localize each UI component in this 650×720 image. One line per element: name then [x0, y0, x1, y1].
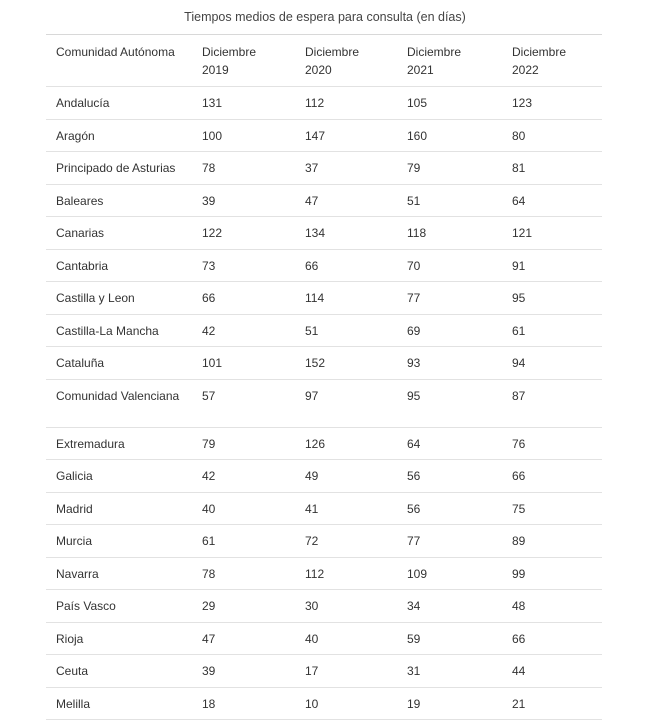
waiting-times-table: [46, 34, 602, 720]
value-2021-cell: 160: [407, 128, 428, 143]
region-cell: Extremadura: [56, 436, 125, 451]
table-row: [46, 217, 602, 250]
header-2021-year: 2021: [407, 63, 434, 77]
region-cell: Madrid: [56, 501, 93, 516]
value-2022-cell: 76: [512, 436, 526, 451]
value-2020-cell: 17: [305, 664, 319, 678]
value-2021-cell: 118: [407, 226, 427, 240]
value-2021-cell: 64: [407, 436, 421, 451]
table-row: [46, 655, 602, 688]
table-body: [46, 87, 602, 720]
table-row: [46, 282, 602, 315]
table-row: [46, 249, 602, 282]
value-2022-cell: 87: [512, 388, 526, 403]
header-2022-month: Diciembre: [512, 45, 567, 59]
table-row: [46, 184, 602, 217]
header-2020-month: Diciembre: [305, 45, 360, 59]
value-2019-cell: 29: [202, 599, 216, 613]
table-row: [46, 314, 602, 347]
value-2020-cell: 40: [305, 631, 319, 646]
value-2019-cell: 100: [202, 128, 223, 143]
value-2022-cell: 48: [512, 599, 526, 613]
value-2020-cell: 126: [305, 436, 326, 451]
header-2020: [295, 35, 397, 87]
value-2019-cell: 39: [202, 193, 216, 208]
region-cell: Aragón: [56, 128, 95, 143]
table-row: [46, 492, 602, 525]
value-2020-cell: 72: [305, 534, 319, 548]
table-row: [46, 460, 602, 493]
value-2019-cell: 40: [202, 501, 216, 516]
value-2020-cell: 134: [305, 226, 326, 240]
value-2021-cell: 19: [407, 696, 421, 711]
value-2019-cell: 78: [202, 566, 216, 581]
value-2019-cell: 57: [202, 388, 216, 403]
value-2022-cell: 80: [512, 128, 526, 143]
value-2019-cell: 79: [202, 436, 216, 451]
region-cell: Baleares: [56, 193, 104, 208]
value-2020-cell: 114: [305, 291, 325, 305]
header-2019: [192, 35, 295, 87]
value-2021-cell: 70: [407, 258, 421, 273]
value-2022-cell: 21: [512, 696, 526, 711]
value-2021-cell: 34: [407, 599, 421, 613]
value-2021-cell: 77: [407, 291, 421, 305]
header-2020-year: 2020: [305, 63, 332, 77]
value-2021-cell: 56: [407, 501, 421, 516]
value-2019-cell: 101: [202, 356, 223, 370]
table-row: [46, 119, 602, 152]
region-cell: Navarra: [56, 566, 99, 581]
table-row: [46, 347, 602, 380]
value-2020-cell: 112: [305, 96, 325, 110]
header-2022: [502, 35, 602, 87]
header-region-label: Comunidad Autónoma: [56, 45, 175, 59]
value-2021-cell: 59: [407, 631, 421, 646]
region-cell: Comunidad Valenciana: [56, 388, 180, 403]
value-2020-cell: 37: [305, 161, 319, 175]
header-2021-month: Diciembre: [407, 45, 462, 59]
region-cell: Murcia: [56, 534, 93, 548]
table-row: [46, 590, 602, 623]
value-2022-cell: 81: [512, 161, 526, 175]
value-2022-cell: 121: [512, 226, 533, 240]
value-2020-cell: 152: [305, 356, 326, 370]
value-2022-cell: 89: [512, 534, 526, 548]
value-2021-cell: 93: [407, 356, 421, 370]
value-2021-cell: 56: [407, 469, 421, 483]
header-region: [46, 35, 192, 87]
value-2022-cell: 66: [512, 631, 526, 646]
table-header: [46, 35, 602, 87]
region-cell: Melilla: [56, 696, 91, 711]
value-2020-cell: 66: [305, 258, 319, 273]
value-2021-cell: 105: [407, 96, 428, 110]
value-2019-cell: 47: [202, 631, 216, 646]
header-2019-month: Diciembre: [202, 45, 257, 59]
region-cell: Castilla y Leon: [56, 291, 135, 305]
value-2022-cell: 75: [512, 501, 526, 516]
header-row: [46, 35, 602, 87]
value-2022-cell: 44: [512, 664, 526, 678]
value-2019-cell: 122: [202, 226, 223, 240]
value-2022-cell: 95: [512, 291, 526, 305]
value-2021-cell: 51: [407, 193, 421, 208]
value-2021-cell: 79: [407, 161, 421, 175]
value-2020-cell: 30: [305, 599, 319, 613]
header-2022-year: 2022: [512, 63, 539, 77]
value-2022-cell: 123: [512, 96, 533, 110]
value-2019-cell: 73: [202, 258, 216, 273]
value-2019-cell: 42: [202, 469, 216, 483]
value-2019-cell: 39: [202, 664, 216, 678]
value-2021-cell: 31: [407, 664, 421, 678]
table-caption: Tiempos medios de espera para consulta (en días): [184, 10, 466, 24]
value-2021-cell: 69: [407, 323, 421, 338]
table-row: [46, 557, 602, 590]
value-2021-cell: 77: [407, 534, 421, 548]
value-2019-cell: 66: [202, 291, 216, 305]
value-2019-cell: 78: [202, 161, 216, 175]
region-cell: Rioja: [56, 631, 84, 646]
value-2022-cell: 66: [512, 469, 526, 483]
region-cell: País Vasco: [56, 599, 116, 613]
table-row: [46, 87, 602, 120]
table-row: [46, 152, 602, 185]
region-cell: Cataluña: [56, 356, 105, 370]
value-2020-cell: 41: [305, 501, 319, 516]
value-2020-cell: 10: [305, 696, 319, 711]
value-2022-cell: 61: [512, 323, 526, 338]
value-2020-cell: 49: [305, 469, 319, 483]
value-2022-cell: 94: [512, 356, 526, 370]
region-cell: Canarias: [56, 226, 105, 240]
header-2019-year: 2019: [202, 63, 229, 77]
value-2022-cell: 99: [512, 566, 526, 581]
region-cell: Castilla-La Mancha: [56, 323, 159, 338]
table-row: [46, 687, 602, 720]
value-2022-cell: 64: [512, 193, 526, 208]
value-2020-cell: 97: [305, 388, 319, 403]
value-2020-cell: 47: [305, 193, 319, 208]
value-2019-cell: 42: [202, 323, 216, 338]
value-2020-cell: 51: [305, 323, 319, 338]
table-row: [46, 525, 602, 558]
table-row: [46, 427, 602, 460]
value-2020-cell: 112: [305, 566, 325, 581]
value-2019-cell: 61: [202, 534, 216, 548]
value-2021-cell: 95: [407, 388, 421, 403]
table-row: [46, 379, 602, 427]
region-cell: Andalucía: [56, 96, 110, 110]
table-row: [46, 622, 602, 655]
region-cell: Ceuta: [56, 664, 89, 678]
value-2022-cell: 91: [512, 258, 526, 273]
header-2021: [397, 35, 502, 87]
value-2020-cell: 147: [305, 128, 326, 143]
region-cell: Galicia: [56, 469, 93, 483]
region-cell: Cantabria: [56, 258, 109, 273]
region-cell: Principado de Asturias: [56, 161, 176, 175]
value-2019-cell: 131: [202, 96, 223, 110]
value-2021-cell: 109: [407, 566, 428, 581]
value-2019-cell: 18: [202, 696, 216, 711]
